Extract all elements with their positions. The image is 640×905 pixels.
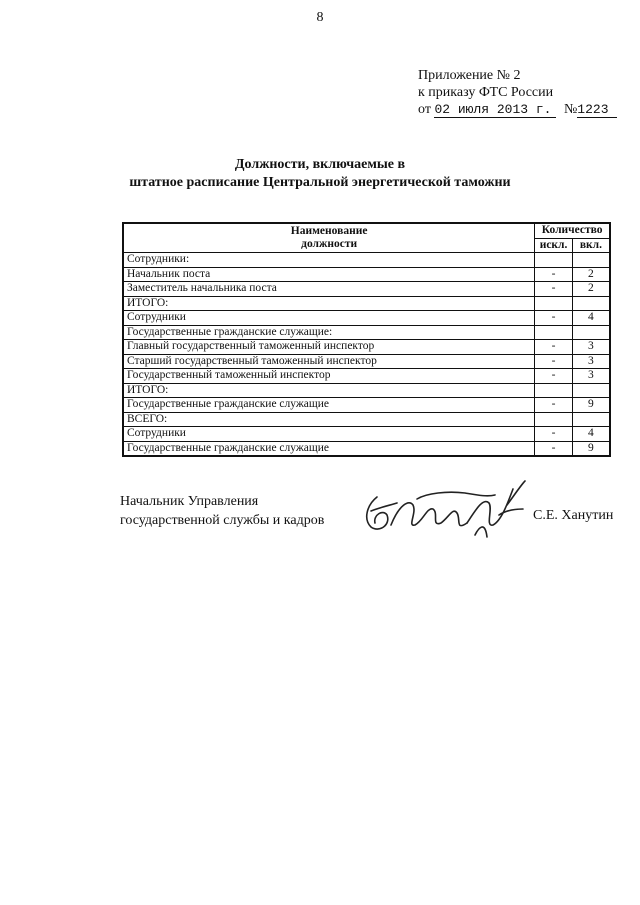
annex-date-line xyxy=(418,101,617,118)
header-name-line-2: должности xyxy=(301,238,358,250)
table-row xyxy=(123,311,610,326)
position-name-cell: Государственные гражданские служащие xyxy=(123,398,535,413)
excluded-count-cell: - xyxy=(535,354,573,369)
header-included: вкл. xyxy=(572,238,610,253)
positions-table xyxy=(122,222,611,457)
included-count-cell: 9 xyxy=(572,441,610,456)
included-count-cell xyxy=(572,383,610,398)
table-row xyxy=(123,282,610,297)
table-row xyxy=(123,253,610,268)
position-name-cell: ИТОГО: xyxy=(123,383,535,398)
table-body xyxy=(123,253,610,457)
handwritten-signature-icon xyxy=(357,475,532,550)
excluded-count-cell: - xyxy=(535,311,573,326)
position-name-cell: Сотрудники: xyxy=(123,253,535,268)
included-count-cell: 3 xyxy=(572,340,610,355)
excluded-count-cell: - xyxy=(535,282,573,297)
excluded-count-cell xyxy=(535,253,573,268)
excluded-count-cell xyxy=(535,412,573,427)
table-row xyxy=(123,296,610,311)
position-name-cell: Заместитель начальника поста xyxy=(123,282,535,297)
position-name-cell: Старший государственный таможенный инспектор xyxy=(123,354,535,369)
signer-position-line-2: государственной службы и кадров xyxy=(120,513,325,528)
table-row xyxy=(123,383,610,398)
excluded-count-cell: - xyxy=(535,427,573,442)
excluded-count-cell: - xyxy=(535,441,573,456)
table-row xyxy=(123,398,610,413)
included-count-cell: 9 xyxy=(572,398,610,413)
included-count-cell: 2 xyxy=(572,282,610,297)
document-title-line-2: штатное расписание Центральной энергетической таможни xyxy=(129,175,511,190)
page-number: 8 xyxy=(316,10,324,25)
included-count-cell xyxy=(572,296,610,311)
included-count-cell: 4 xyxy=(572,311,610,326)
excluded-count-cell: - xyxy=(535,267,573,282)
signer-name: С.Е. Ханутин xyxy=(533,508,614,523)
position-name-cell: Сотрудники xyxy=(123,427,535,442)
order-date: 02 июля 2013 г. xyxy=(434,103,556,118)
included-count-cell: 4 xyxy=(572,427,610,442)
position-name-cell: Главный государственный таможенный инспектор xyxy=(123,340,535,355)
date-prefix: от xyxy=(418,102,431,117)
position-name-cell: Государственные гражданские служащие xyxy=(123,441,535,456)
table-row xyxy=(123,441,610,456)
excluded-count-cell: - xyxy=(535,398,573,413)
included-count-cell xyxy=(572,325,610,340)
document-title-line-1: Должности, включаемые в xyxy=(234,157,406,172)
table-row xyxy=(123,340,610,355)
header-excluded: искл. xyxy=(535,238,573,253)
table-row xyxy=(123,427,610,442)
position-name-cell: ВСЕГО: xyxy=(123,412,535,427)
table-row xyxy=(123,354,610,369)
header-quantity: Количество xyxy=(535,223,610,238)
header-name-line-1: Наименование xyxy=(290,225,368,237)
signer-position-line-1: Начальник Управления xyxy=(120,494,259,509)
included-count-cell: 2 xyxy=(572,267,610,282)
excluded-count-cell: - xyxy=(535,369,573,384)
included-count-cell xyxy=(572,253,610,268)
included-count-cell: 3 xyxy=(572,369,610,384)
position-name-cell: Государственный таможенный инспектор xyxy=(123,369,535,384)
excluded-count-cell xyxy=(535,383,573,398)
excluded-count-cell xyxy=(535,296,573,311)
excluded-count-cell xyxy=(535,325,573,340)
table-row xyxy=(123,369,610,384)
table-row xyxy=(123,325,610,340)
position-name-cell: Начальник поста xyxy=(123,267,535,282)
annex-line-2: к приказу ФТС России xyxy=(418,85,554,100)
header-position-name xyxy=(123,223,535,253)
position-name-cell: Сотрудники xyxy=(123,311,535,326)
table-row xyxy=(123,412,610,427)
position-name-cell: ИТОГО: xyxy=(123,296,535,311)
included-count-cell: 3 xyxy=(572,354,610,369)
number-prefix: № xyxy=(563,102,578,117)
annex-line-1: Приложение № 2 xyxy=(418,68,521,83)
included-count-cell xyxy=(572,412,610,427)
table-row xyxy=(123,267,610,282)
order-number: 1223 xyxy=(577,103,617,118)
position-name-cell: Государственные гражданские служащие: xyxy=(123,325,535,340)
excluded-count-cell: - xyxy=(535,340,573,355)
